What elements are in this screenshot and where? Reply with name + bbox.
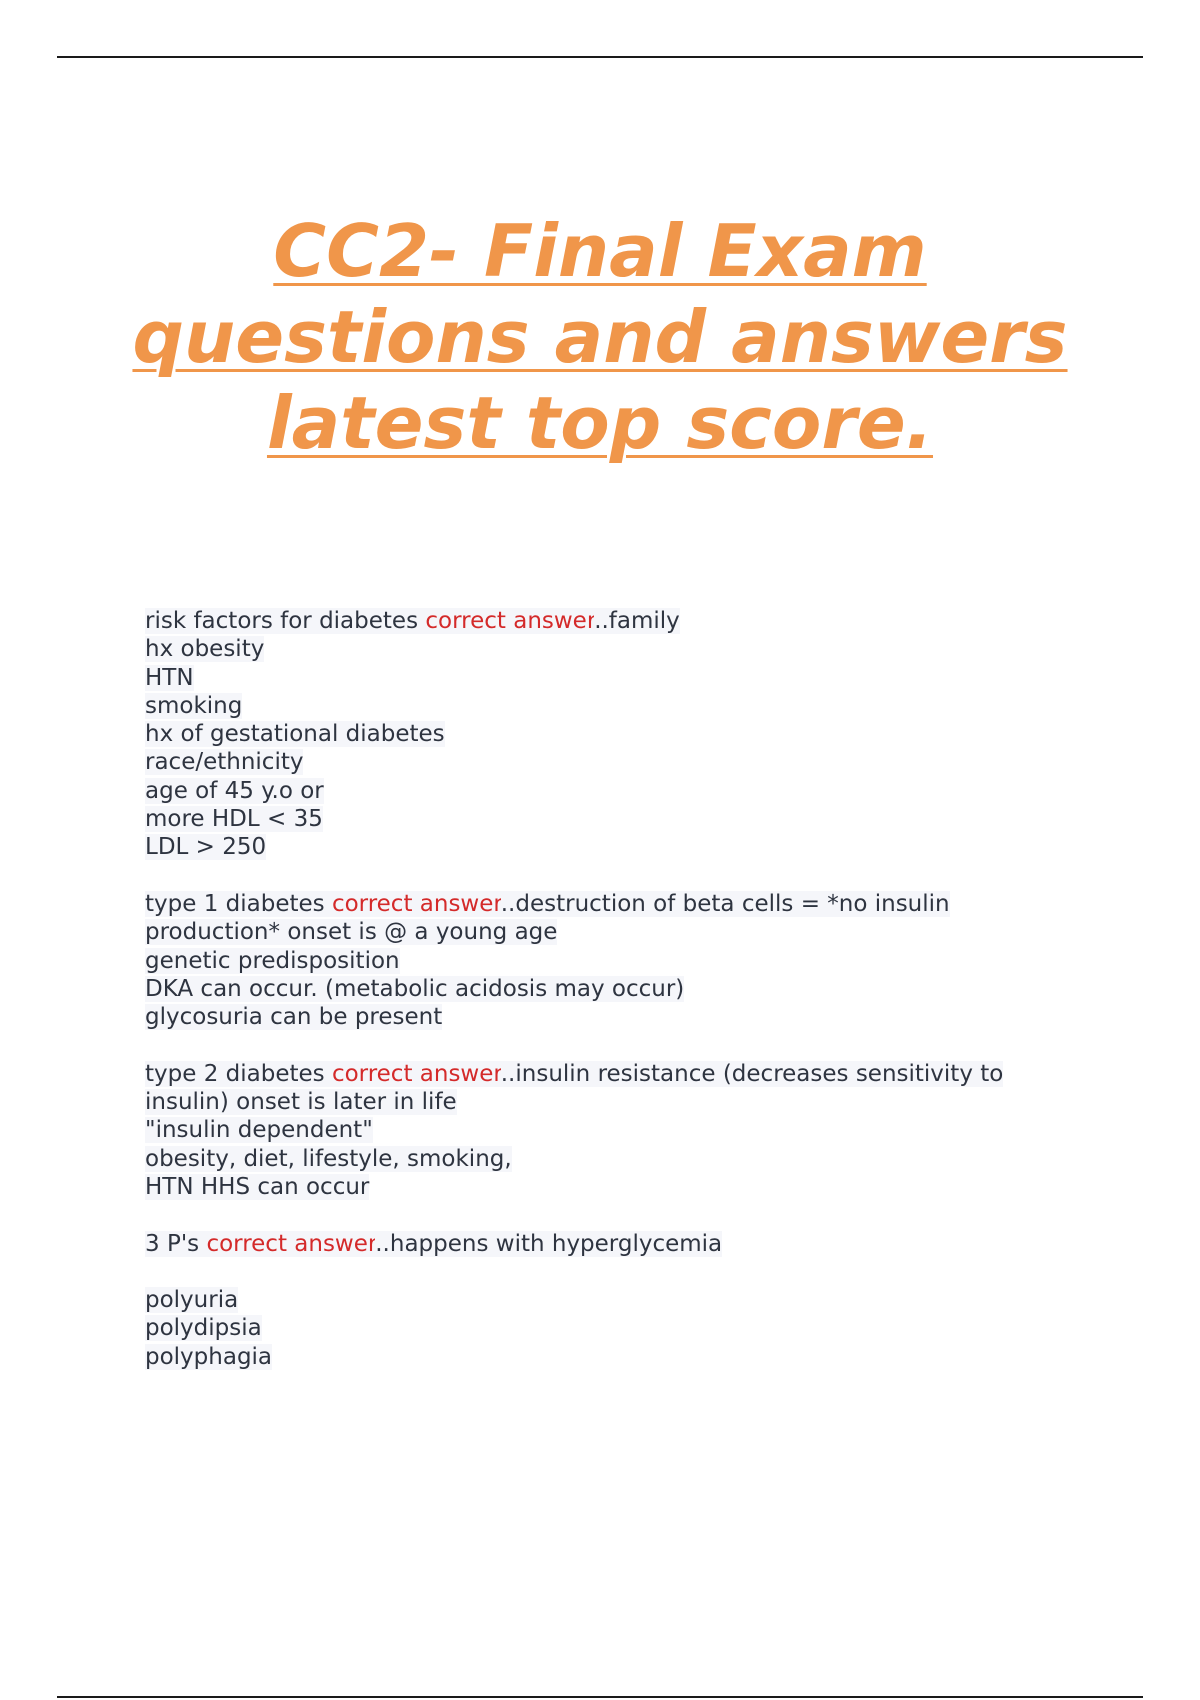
qa-first-line xyxy=(145,1230,1085,1258)
qa-content xyxy=(145,607,1085,1399)
answer-line: DKA can occur. (metabolic acidosis may occur) xyxy=(145,975,685,1002)
qa-first-line xyxy=(145,607,1085,635)
question-text: risk factors for diabetes xyxy=(145,608,426,634)
answer-text: ..insulin resistance (decreases sensitivity to xyxy=(500,1060,1004,1087)
qa-item-type-2-diabetes xyxy=(145,1060,1085,1201)
answer-text: ..family xyxy=(594,608,680,634)
correct-answer-marker: correct answer xyxy=(331,890,501,917)
answer-line: LDL > 250 xyxy=(145,834,267,861)
qa-first-line xyxy=(145,890,1085,918)
answer-line: hx of gestational diabetes xyxy=(145,721,445,748)
correct-answer-marker: correct answer xyxy=(331,1060,501,1087)
answer-line: race/ethnicity xyxy=(145,749,304,776)
qa-first-line xyxy=(145,1060,1085,1088)
answer-line: more HDL < 35 xyxy=(145,806,323,833)
answer-line: polyphagia xyxy=(145,1343,273,1370)
question-text: type 2 diabetes xyxy=(145,1060,332,1087)
answer-line: "insulin dependent" xyxy=(145,1117,373,1144)
title-line: latest top score. xyxy=(266,381,934,465)
title-line: CC2- Final Exam xyxy=(273,209,927,293)
qa-item-3-ps xyxy=(145,1230,1085,1258)
answer-line: genetic predisposition xyxy=(145,947,400,974)
question-text: type 1 diabetes xyxy=(145,890,332,917)
answer-text: ..happens with hyperglycemia xyxy=(375,1230,723,1257)
answer-line: polyuria xyxy=(145,1287,239,1314)
qa-item-type-1-diabetes xyxy=(145,890,1085,1031)
answer-line: hx obesity xyxy=(145,636,265,663)
top-rule xyxy=(57,56,1143,58)
answer-line: obesity, diet, lifestyle, smoking, xyxy=(145,1145,512,1172)
correct-answer-marker: correct answer xyxy=(425,608,595,634)
bottom-rule xyxy=(57,1696,1143,1698)
document-title xyxy=(60,208,1140,466)
answer-line: insulin) onset is later in life xyxy=(145,1089,457,1116)
qa-item-risk-factors xyxy=(145,607,1085,862)
answer-text: ..destruction of beta cells = *no insulin xyxy=(500,890,950,917)
answer-line: age of 45 y.o or xyxy=(145,777,324,804)
correct-answer-marker: correct answer xyxy=(206,1230,376,1257)
answer-line: polydipsia xyxy=(145,1315,262,1342)
answer-line: HTN xyxy=(145,664,194,691)
question-text: 3 P's xyxy=(145,1230,207,1257)
answer-line: glycosuria can be present xyxy=(145,1004,443,1031)
answer-line: smoking xyxy=(145,692,243,719)
qa-item-3-ps-list xyxy=(145,1286,1085,1371)
answer-line: production* onset is @ a young age xyxy=(145,919,558,946)
title-line: questions and answers xyxy=(132,295,1068,379)
answer-line: HTN HHS can occur xyxy=(145,1173,370,1200)
